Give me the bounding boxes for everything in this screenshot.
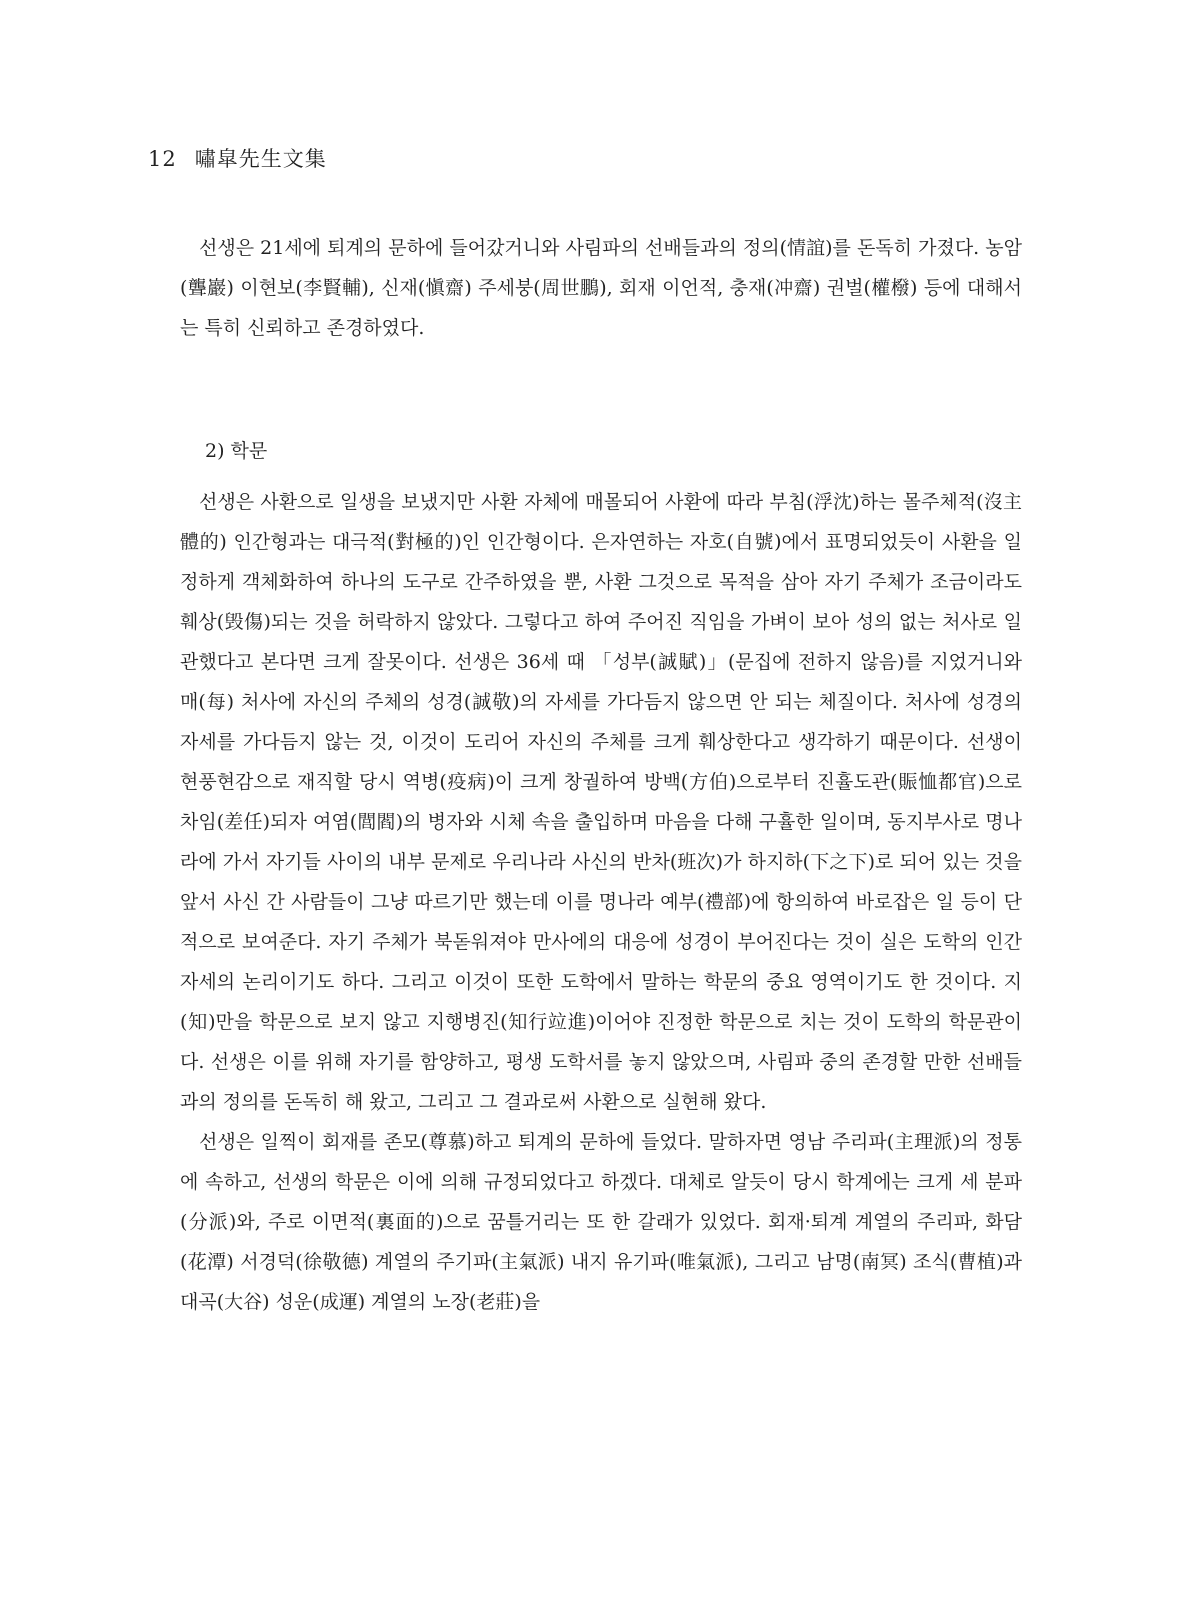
- running-header: [148, 143, 327, 173]
- section-heading: 2) 학문: [205, 440, 268, 462]
- paragraph: 선생은 사환으로 일생을 보냈지만 사환 자체에 매몰되어 사환에 따라 부침(浮沈)하는 몰주체적(沒主體的) 인간형과는 대극적(對極的)인 인간형이다. 은자연하는 자호(自號)에서 표명되었듯이 사환을 일정하게 객체화하여 하나의 도구로 간주하였을 뿐, 사환 그것으로 목적을 삼아 자기 주체가 조금이라도 훼상(毁傷)되는 것을 허락하지 않았다. 그렇다고 하여 주어진 직임을 가벼이 보아 성의 없는 처사로 일관했다고 본다면 크게 잘못이다. 선생은 36세 때 「성부(誠賦)」(문집에 전하지 않음)를 지었거니와 매(每) 처사에 자신의 주체의 성경(誠敬)의 자세를 가다듬지 않으면 안 되는 체질이다. 처사에 성경의 자세를 가다듬지 않는 것, 이것이 도리어 자신의 주체를 크게 훼상한다고 생각하기 때문이다. 선생이 현풍현감으로 재직할 당시 역병(疫病)이 크게 창궐하여 방백(方伯)으로부터 진휼도관(賑恤都官)으로 차임(差任)되자 여염(閭閻)의 병자와 시체 속을 출입하며 마음을 다해 구휼한 일이며, 동지부사로 명나라에 가서 자기들 사이의 내부 문제로 우리나라 사신의 반차(班次)가 하지하(下之下)로 되어 있는 것을 앞서 사신 간 사람들이 그냥 따르기만 했는데 이를 명나라 예부(禮部)에 항의하여 바로잡은 일 등이 단적으로 보여준다. 자기 주체가 북돋워져야 만사에의 대응에 성경이 부어진다는 것이 실은 도학의 인간 자세의 논리이기도 하다. 그리고 이것이 또한 도학에서 말하는 학문의 중요 영역이기도 한 것이다. 지(知)만을 학문으로 보지 않고 지행병진(知行竝進)이어야 진정한 학문으로 치는 것이 도학의 학문관이다. 선생은 이를 위해 자기를 함양하고, 평생 도학서를 놓지 않았으며, 사림파 중의 존경할 만한 선배들과의 정의를 돈독히 해 왔고, 그리고 그 결과로써 사환으로 실현해 왔다.: [180, 491, 1022, 1113]
- main-text-block: [180, 482, 1022, 1322]
- intro-text-block: [180, 228, 1022, 348]
- paragraph: 선생은 일찍이 회재를 존모(尊慕)하고 퇴계의 문하에 들었다. 말하자면 영남 주리파(主理派)의 정통에 속하고, 선생의 학문은 이에 의해 규정되었다고 하겠다. 대체로 알듯이 당시 학계에는 크게 세 분파(分派)와, 주로 이면적(裏面的)으로 꿈틀거리는 또 한 갈래가 있었다. 회재·퇴계 계열의 주리파, 화담(花潭) 서경덕(徐敬德) 계열의 주기파(主氣派) 내지 유기파(唯氣派), 그리고 남명(南冥) 조식(曹植)과 대곡(大谷) 성운(成運) 계열의 노장(老莊)을: [180, 1131, 1022, 1313]
- book-title: 嘯皐先生文集: [194, 147, 327, 171]
- paragraph: 선생은 21세에 퇴계의 문하에 들어갔거니와 사림파의 선배들과의 정의(情誼)를 돈독히 가졌다. 농암(聾巖) 이현보(李賢輔), 신재(愼齋) 주세붕(周世鵬), 회재 이언적, 충재(冲齋) 권벌(權橃) 등에 대해서는 특히 신뢰하고 존경하였다.: [180, 237, 1022, 339]
- page-number: 12: [148, 147, 177, 171]
